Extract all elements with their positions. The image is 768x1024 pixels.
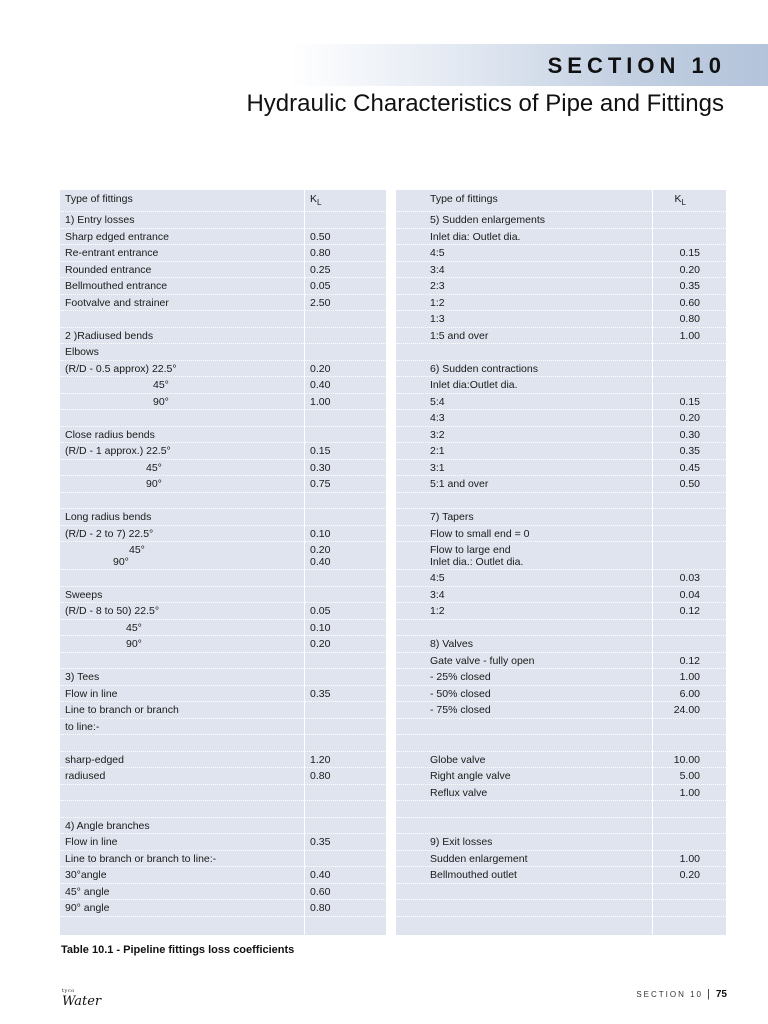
table-row: [396, 460, 726, 477]
fitting-name: 8) Valves: [430, 638, 473, 650]
table-row: [60, 851, 386, 868]
fitting-name: 90°: [153, 395, 169, 408]
table-row: [60, 542, 386, 570]
kl-value: 0.04: [679, 588, 700, 601]
table-row: [396, 719, 726, 736]
table-row: [60, 818, 386, 835]
fitting-name: Sudden enlargement: [430, 852, 528, 865]
table-row: [60, 735, 386, 752]
kl-value: 0.80: [310, 770, 331, 782]
table-row: [60, 636, 386, 653]
col-header-kl: $K_L$: [674, 193, 686, 207]
table-row: [60, 476, 386, 493]
fitting-name: Rounded entrance: [65, 263, 152, 276]
table-row: [396, 394, 726, 411]
fitting-name: 1) Entry losses: [65, 214, 135, 226]
table-row: [396, 801, 726, 818]
kl-value: 0.05: [310, 605, 331, 617]
table-row: [396, 377, 726, 394]
fitting-name: Close radius bends: [65, 428, 155, 441]
fitting-name: Right angle valve: [430, 770, 511, 782]
table-row: [396, 278, 726, 295]
table-row: [396, 570, 726, 587]
fitting-name: Reflux valve: [430, 786, 488, 799]
kl-value: 0.15: [310, 445, 331, 457]
kl-value: 0.60: [310, 885, 331, 898]
table-row: [60, 702, 386, 719]
fitting-name: 5:1 and over: [430, 478, 489, 490]
fitting-name: 45°: [153, 379, 169, 391]
kl-value: 1.00: [310, 395, 331, 408]
table-row: [396, 229, 726, 246]
table-row: [60, 801, 386, 818]
kl-value: 0.35: [310, 836, 331, 848]
table-row: [396, 785, 726, 802]
fitting-name: 3) Tees: [65, 671, 100, 683]
table-row: [396, 818, 726, 835]
kl-value: 0.60: [679, 296, 700, 309]
fitting-name: 2:3: [430, 280, 445, 292]
table-row: [396, 427, 726, 444]
table-row: [396, 328, 726, 345]
fitting-name: 4:3: [430, 412, 445, 424]
kl-value: 0.45: [679, 461, 700, 474]
table-row: [60, 278, 386, 295]
fitting-name: (R/D - 0.5 approx) 22.5°: [65, 362, 177, 375]
table-row: [396, 636, 726, 653]
kl-value: 0.20: [679, 263, 700, 276]
fittings-table-right: [396, 190, 726, 935]
table-row: [396, 669, 726, 686]
fitting-name: 7) Tapers: [430, 511, 474, 523]
fitting-name: Flow in line: [65, 687, 118, 700]
logo-small-text: tyco: [62, 988, 75, 994]
table-row: [396, 311, 726, 328]
table-row: [60, 443, 386, 460]
fitting-name: 6) Sudden contractions: [430, 362, 538, 375]
page-title: Hydraulic Characteristics of Pipe and Fittings: [246, 90, 724, 117]
table-row: [396, 587, 726, 604]
table-row: [396, 900, 726, 917]
kl-value: 0.30: [679, 428, 700, 441]
kl-value: 0.20 0.40: [310, 544, 331, 568]
fitting-name: 4:5: [430, 247, 445, 259]
kl-value: 0.80: [310, 247, 331, 259]
table-header-row: [396, 190, 726, 212]
kl-value: 0.35: [310, 687, 331, 700]
table-row: [396, 768, 726, 785]
kl-value: 5.00: [679, 770, 700, 782]
fitting-name: Globe valve: [430, 753, 486, 766]
fitting-name: 3:1: [430, 461, 445, 474]
table-row: [396, 653, 726, 670]
table-row: [60, 884, 386, 901]
kl-value: 0.80: [679, 313, 700, 325]
table-row: [60, 686, 386, 703]
kl-value: 0.10: [310, 527, 331, 540]
fitting-name: Bellmouthed outlet: [430, 869, 517, 881]
kl-value: 0.75: [310, 478, 331, 490]
fitting-name: 4:5: [430, 572, 445, 584]
fitting-name: - 75% closed: [430, 704, 491, 716]
table-row: [396, 686, 726, 703]
table-row: [396, 884, 726, 901]
kl-value: 0.20: [679, 412, 700, 424]
kl-value: 0.50: [679, 478, 700, 490]
kl-value: 6.00: [679, 687, 700, 700]
table-row: [60, 669, 386, 686]
section-label: SECTION 10: [547, 53, 726, 78]
fitting-name: 5) Sudden enlargements: [430, 214, 545, 226]
fitting-name: 1:2: [430, 605, 445, 617]
kl-value: 1.00: [679, 786, 700, 799]
table-row: [60, 311, 386, 328]
table-row: [60, 344, 386, 361]
table-row: [396, 834, 726, 851]
kl-value: 0.35: [679, 445, 700, 457]
fitting-name: (R/D - 8 to 50) 22.5°: [65, 605, 160, 617]
table-row: [396, 867, 726, 884]
table-row: [396, 245, 726, 262]
table-row: [60, 410, 386, 427]
col-header-type: Type of fittings: [65, 193, 133, 205]
fitting-name: radiused: [65, 770, 106, 782]
table-row: [396, 476, 726, 493]
table-row: [60, 620, 386, 637]
kl-value: 0.03: [679, 572, 700, 584]
table-row: [396, 752, 726, 769]
page-number: 75: [715, 989, 727, 1000]
table-row: [60, 526, 386, 543]
table-row: [396, 603, 726, 620]
fittings-table-left: [60, 190, 386, 935]
kl-value: 0.30: [310, 461, 331, 474]
kl-value: 0.12: [679, 605, 700, 617]
kl-value: 10.00: [673, 753, 700, 766]
fitting-name: 9) Exit losses: [430, 836, 493, 848]
fitting-name: 1:2: [430, 296, 445, 309]
fitting-name: 90°: [126, 638, 142, 650]
kl-value: 1.00: [679, 671, 700, 683]
kl-value: 0.80: [310, 902, 331, 914]
fitting-name: 5:4: [430, 395, 445, 408]
kl-value: 0.50: [310, 230, 331, 243]
fitting-name: 2:1: [430, 445, 445, 457]
col-header-type: Type of fittings: [430, 193, 498, 205]
fitting-name: Sweeps: [65, 588, 103, 601]
fitting-name: sharp-edged: [65, 753, 124, 766]
kl-value: 0.20: [679, 869, 700, 881]
fitting-name: 3:4: [430, 588, 445, 601]
fitting-name: 30°angle: [65, 869, 107, 881]
table-row: [60, 752, 386, 769]
fitting-name: Flow to large end Inlet dia.: Outlet dia.: [430, 544, 524, 568]
table-row: [60, 509, 386, 526]
fitting-name: 90° angle: [65, 902, 110, 914]
table-row: [396, 295, 726, 312]
table-rows-left: [60, 190, 386, 917]
table-row: [396, 542, 726, 570]
table-row: [396, 410, 726, 427]
kl-value: 0.40: [310, 379, 331, 391]
logo-text: Water: [62, 994, 102, 1009]
fitting-name: Flow to small end = 0: [430, 527, 530, 540]
table-row: [396, 212, 726, 229]
fitting-name: Bellmouthed entrance: [65, 280, 168, 292]
table-rows-right: [396, 190, 726, 917]
kl-value: 0.15: [679, 247, 700, 259]
kl-value: 1.20: [310, 753, 331, 766]
table-row: [396, 735, 726, 752]
fitting-name: Sharp edged entrance: [65, 230, 169, 243]
fitting-name: - 50% closed: [430, 687, 491, 700]
table-row: [396, 344, 726, 361]
table-row: [396, 851, 726, 868]
fitting-name: Elbows: [65, 346, 99, 358]
table-row: [60, 867, 386, 884]
fitting-name: - 25% closed: [430, 671, 491, 683]
table-row: [60, 377, 386, 394]
table-row: [60, 834, 386, 851]
table-row: [60, 900, 386, 917]
table-row: [60, 603, 386, 620]
table-row: [60, 719, 386, 736]
fitting-name: Inlet dia:Outlet dia.: [430, 379, 518, 391]
fitting-name: 45°: [126, 621, 142, 634]
fitting-name: to line:-: [65, 720, 100, 733]
fitting-name: Line to branch or branch: [65, 704, 179, 716]
table-row: [60, 328, 386, 345]
col-header-kl: $K_L$: [310, 193, 322, 207]
fitting-name: Footvalve and strainer: [65, 296, 169, 309]
table-row: [396, 262, 726, 279]
table-caption: Table 10.1 - Pipeline fittings loss coefficients: [61, 944, 295, 956]
fitting-name: Gate valve - fully open: [430, 654, 535, 667]
table-row: [396, 493, 726, 510]
fitting-name: (R/D - 2 to 7) 22.5°: [65, 527, 154, 540]
table-row: [60, 229, 386, 246]
footer-separator: |: [707, 988, 712, 1000]
fitting-name: Line to branch or branch to line:-: [65, 852, 217, 865]
table-row: [60, 295, 386, 312]
fitting-name: 1:3: [430, 313, 445, 325]
fitting-name: 3:4: [430, 263, 445, 276]
table-row: [60, 212, 386, 229]
table-row: [60, 245, 386, 262]
kl-value: 0.15: [679, 395, 700, 408]
fitting-name: Re-entrant entrance: [65, 247, 159, 259]
kl-value: 0.05: [310, 280, 331, 292]
table-row: [60, 785, 386, 802]
table-row: [60, 493, 386, 510]
table-row: [60, 460, 386, 477]
table-row: [396, 526, 726, 543]
table-header-row: [60, 190, 386, 212]
table-row: [60, 768, 386, 785]
tyco-water-logo: [62, 988, 101, 1009]
table-row: [396, 361, 726, 378]
kl-value: 24.00: [673, 704, 700, 716]
kl-value: 0.12: [679, 654, 700, 667]
fitting-name: Long radius bends: [65, 511, 152, 523]
fitting-name: 45° 90°: [113, 544, 145, 568]
table-row: [60, 427, 386, 444]
table-row: [60, 361, 386, 378]
table-row: [60, 570, 386, 587]
fitting-name: 3:2: [430, 428, 445, 441]
fitting-name: (R/D - 1 approx.) 22.5°: [65, 445, 171, 457]
table-row: [60, 394, 386, 411]
kl-value: 2.50: [310, 296, 331, 309]
kl-value: 0.35: [679, 280, 700, 292]
table-row: [396, 620, 726, 637]
kl-value: 1.00: [679, 852, 700, 865]
kl-value: 0.20: [310, 638, 331, 650]
fitting-name: 2 )Radiused bends: [65, 329, 154, 342]
table-row: [60, 262, 386, 279]
table-row: [396, 443, 726, 460]
fitting-name: 45°: [146, 461, 162, 474]
fitting-name: 1:5 and over: [430, 329, 489, 342]
kl-value: 1.00: [679, 329, 700, 342]
fitting-name: 4) Angle branches: [65, 819, 150, 832]
table-row: [60, 653, 386, 670]
kl-value: 0.25: [310, 263, 331, 276]
page-footer: [636, 988, 727, 1000]
table-row: [60, 587, 386, 604]
fitting-name: Inlet dia: Outlet dia.: [430, 230, 521, 243]
table-row: [396, 702, 726, 719]
table-row: [396, 509, 726, 526]
fitting-name: Flow in line: [65, 836, 118, 848]
kl-value: 0.10: [310, 621, 331, 634]
fitting-name: 90°: [146, 478, 162, 490]
kl-value: 0.40: [310, 869, 331, 881]
fitting-name: 45° angle: [65, 885, 110, 898]
footer-section-label: SECTION 10: [636, 990, 704, 999]
kl-value: 0.20: [310, 362, 331, 375]
